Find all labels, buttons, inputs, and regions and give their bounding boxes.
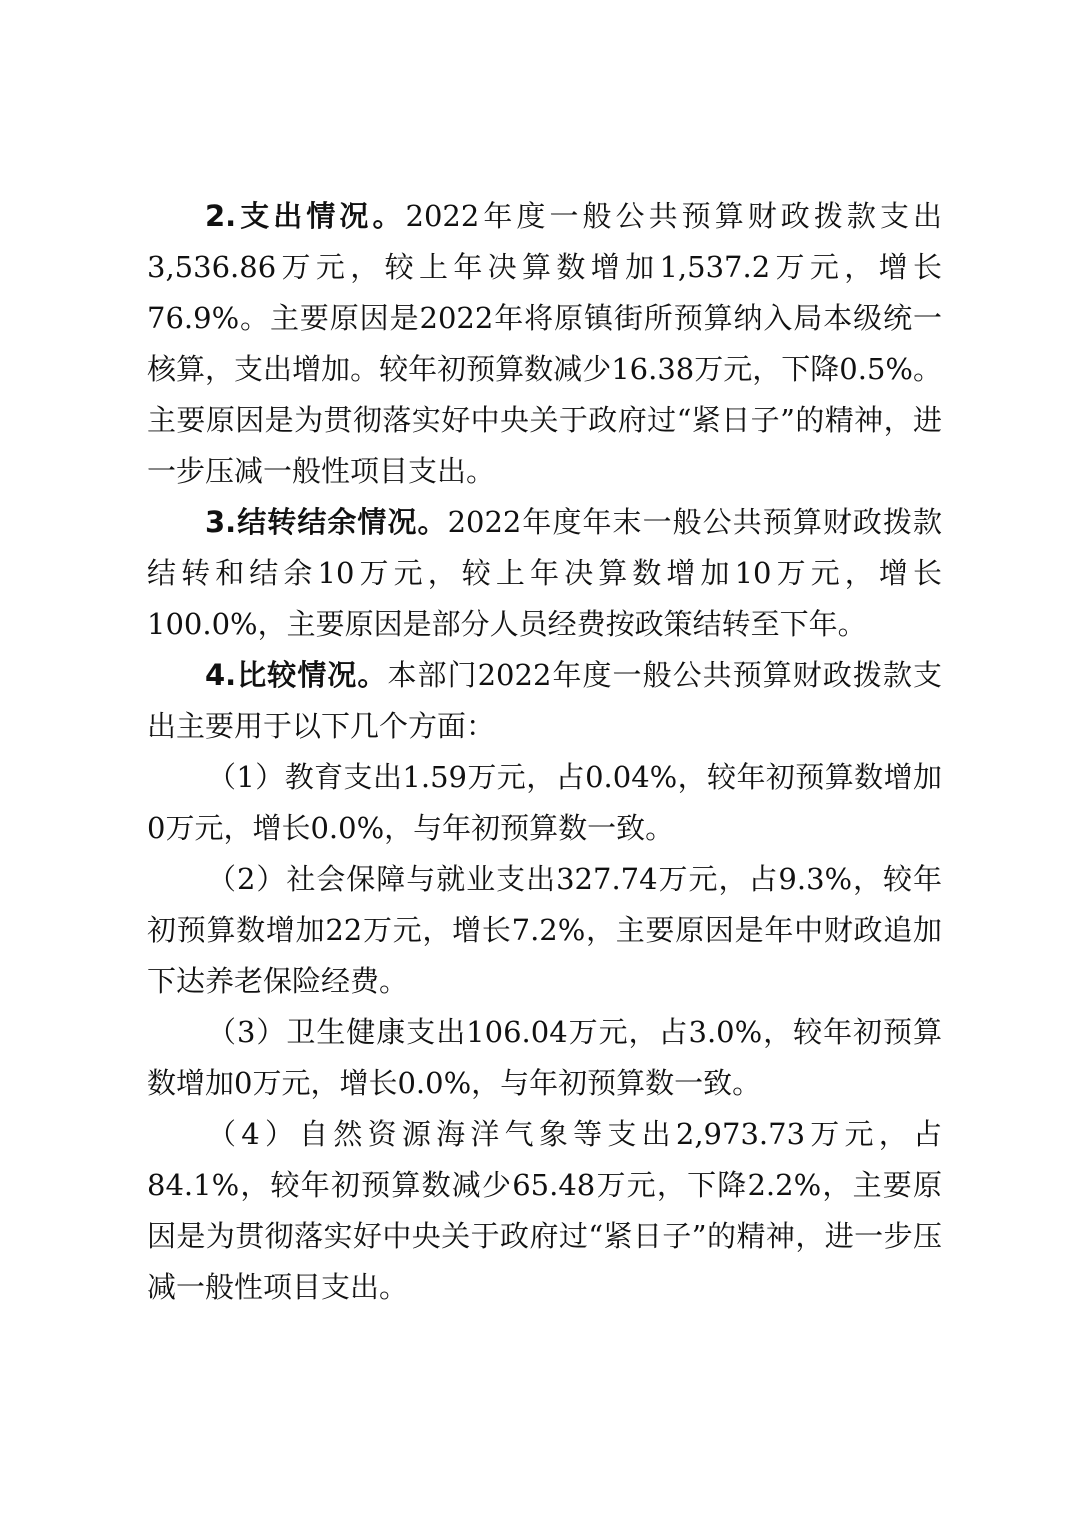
heading-comparison: 4.比较情况。 xyxy=(205,658,388,692)
heading-carryover: 3.结转结余情况。 xyxy=(205,505,448,539)
paragraph-expenditure xyxy=(147,191,942,497)
heading-expenditure: 2.支出情况。 xyxy=(205,199,406,233)
list-item-natural-resources: （4）自然资源海洋气象等支出2,973.73万元，占84.1%，较年初预算数减少65.48万元，下降2.2%，主要原因是为贯彻落实好中央关于政府过“紧日子”的精神，进一步压减一般性项目支出。 xyxy=(147,1117,942,1304)
text-expenditure: 2022年度一般公共预算财政拨款支出3,536.86万元，较上年决算数增加1,537.2万元，增长76.9%。主要原因是2022年将原镇街所预算纳入局本级统一核算，支出增加。较年初预算数减少16.38万元，下降0.5%。主要原因是为贯彻落实好中央关于政府过“紧日子”的精神，进一步压减一般性项目支出。 xyxy=(147,199,942,488)
list-item-social-security: （2）社会保障与就业支出327.74万元，占9.3%，较年初预算数增加22万元，增长7.2%，主要原因是年中财政追加下达养老保险经费。 xyxy=(147,862,942,998)
paragraph-carryover xyxy=(147,497,942,650)
text-carryover: 2022年度年末一般公共预算财政拨款结转和结余10万元，较上年决算数增加10万元，增长100.0%，主要原因是部分人员经费按政策结转至下年。 xyxy=(147,505,942,641)
paragraph-comparison xyxy=(147,650,942,752)
document-body xyxy=(147,191,942,1313)
list-item-health: （3）卫生健康支出106.04万元，占3.0%，较年初预算数增加0万元，增长0.0%，与年初预算数一致。 xyxy=(147,1015,942,1100)
list-item-education: （1）教育支出1.59万元，占0.04%，较年初预算数增加0万元，增长0.0%，与年初预算数一致。 xyxy=(147,760,942,845)
text-comparison: 本部门2022年度一般公共预算财政拨款支出主要用于以下几个方面： xyxy=(147,658,942,743)
